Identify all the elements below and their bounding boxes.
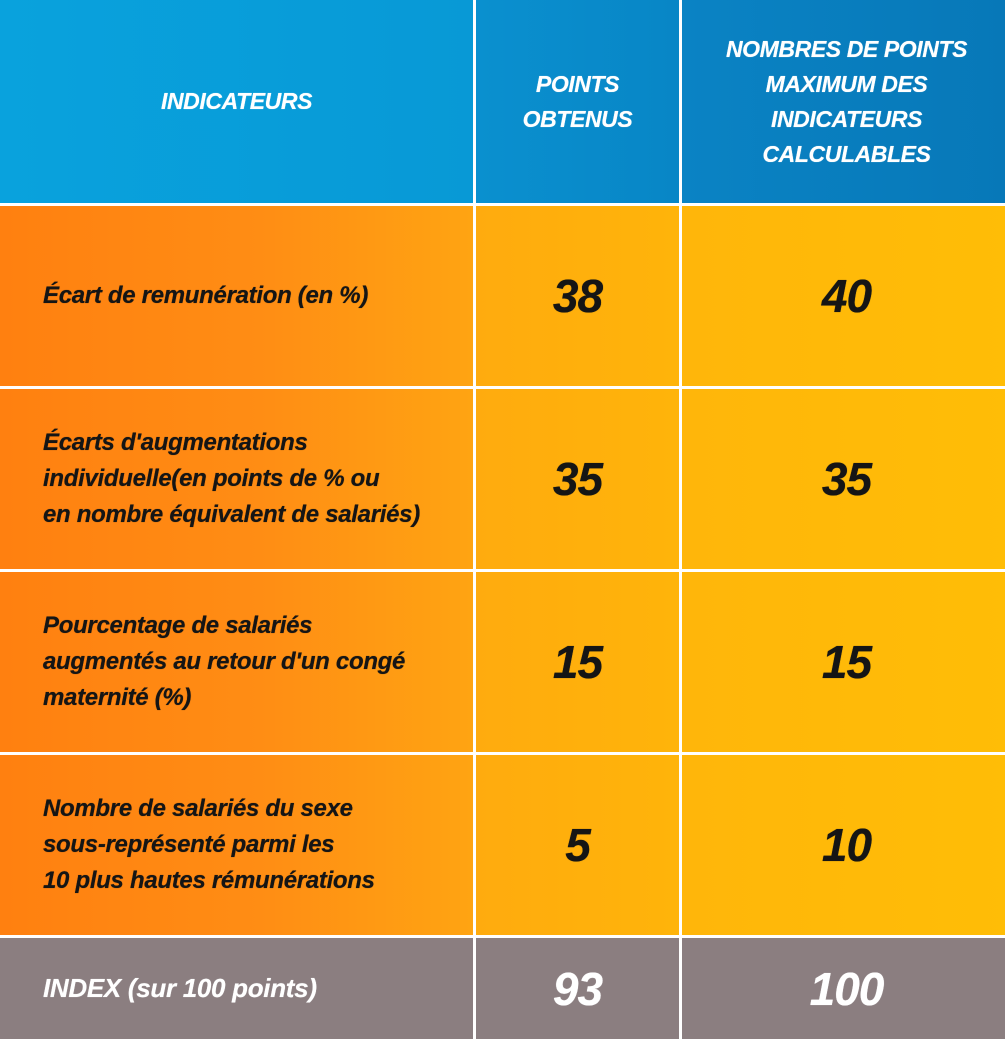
row-points-maternity-raise: 15 <box>476 572 679 752</box>
row-max-maternity-raise: 15 <box>682 572 1005 752</box>
row-label-maternity-raise: Pourcentage de salariés augmentés au retour d'un congé maternité (%) <box>0 572 473 752</box>
row-max-top-earners: 10 <box>682 755 1005 935</box>
header-indicators: INDICATEURS <box>0 0 473 203</box>
row-points-remuneration-gap: 38 <box>476 206 679 386</box>
row-label-remuneration-gap: Écart de remunération (en %) <box>0 206 473 386</box>
index-points: 93 <box>476 938 679 1039</box>
row-label-raise-gap: Écarts d'augmentations individuelle(en points de % ou en nombre équivalent de salariés) <box>0 389 473 569</box>
row-points-raise-gap: 35 <box>476 389 679 569</box>
index-label: INDEX (sur 100 points) <box>0 938 473 1039</box>
row-points-top-earners: 5 <box>476 755 679 935</box>
header-points-obtained: POINTS OBTENUS <box>476 0 679 203</box>
row-max-remuneration-gap: 40 <box>682 206 1005 386</box>
row-max-raise-gap: 35 <box>682 389 1005 569</box>
header-max-points: NOMBRES DE POINTS MAXIMUM DES INDICATEURS CALCULABLES <box>682 0 1005 203</box>
index-max: 100 <box>682 938 1005 1039</box>
row-label-top-earners: Nombre de salariés du sexe sous-représenté parmi les 10 plus hautes rémunérations <box>0 755 473 935</box>
